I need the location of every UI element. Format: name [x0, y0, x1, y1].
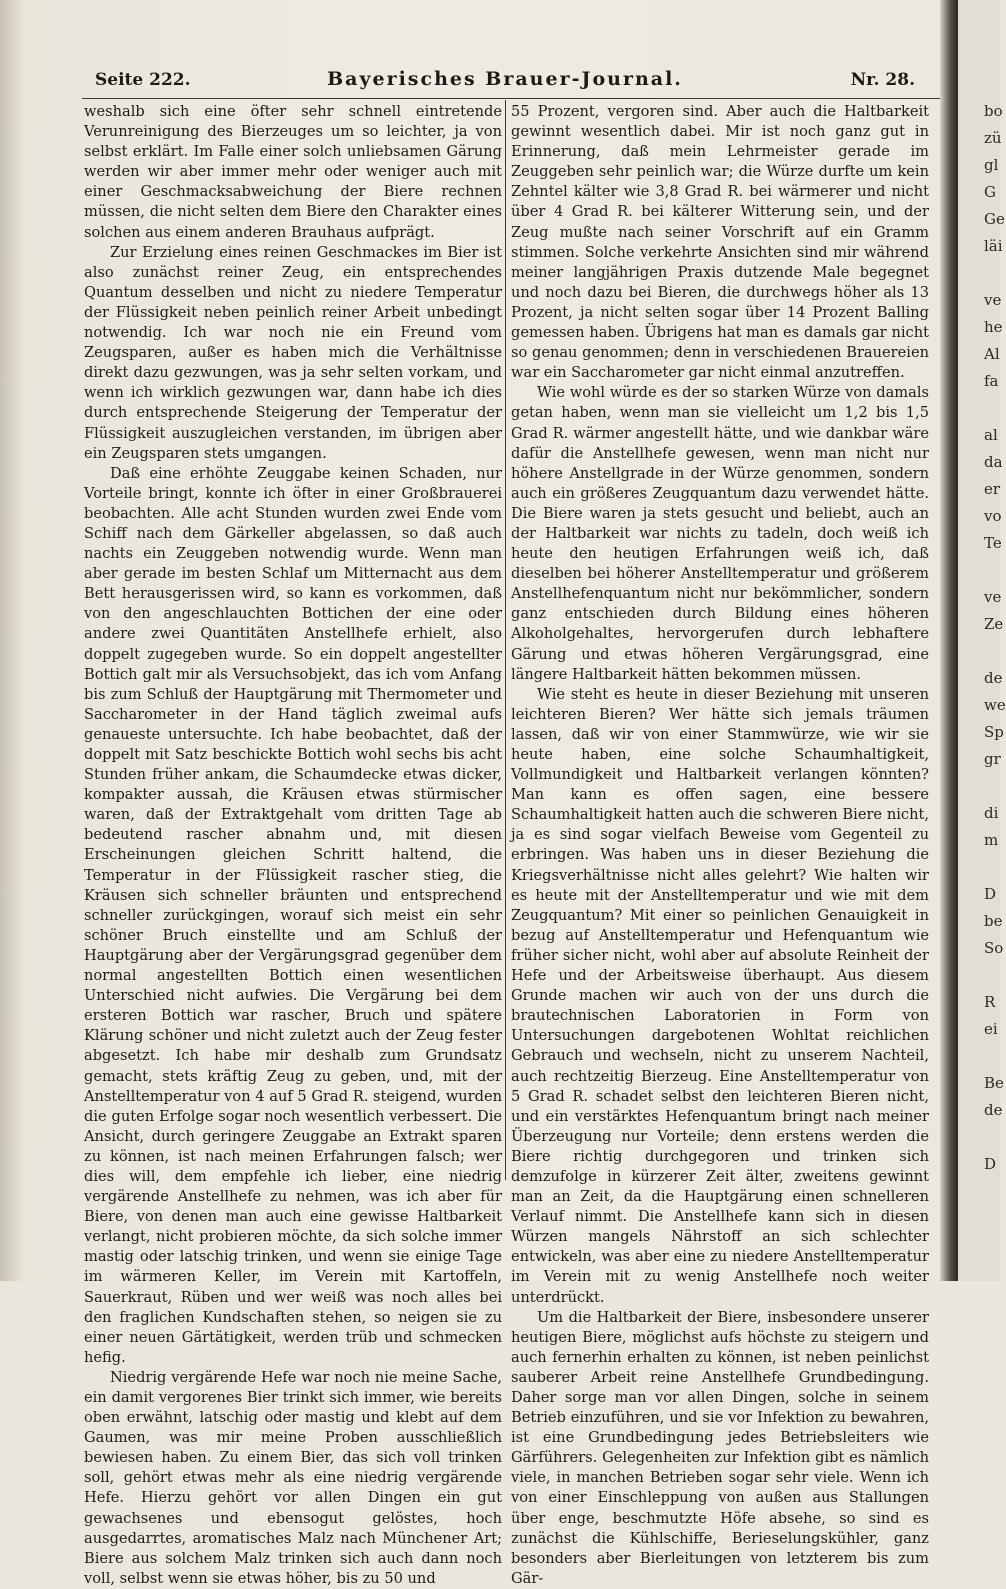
- next-page-line-fragment: vo: [984, 507, 1002, 525]
- paragraph: Wie wohl würde es der so starken Würze von damals getan haben, wenn man sie vielleicht um 1,2 bis 1,5 Grad R. wärmer angestellt hätte, und wie dankbar wäre dafür die Anstellhefe gewesen, wenn man nicht nur höhere Anstellgrade in der Würze genommen, sondern auch ein größeres Zeugquantum dazu verwendet hätte. Die Biere waren ja stets gesucht und beliebt, auch an der Haltbarkeit war nichts zu tadeln, doch weiß ich heute den heutigen Erfahrungen weiß ich, daß dieselben bei höherer Anstelltemperatur und größerem Anstellhefenquantum nicht nur bekömmlicher, sondern ganz entschieden durch Bildung eines höheren Alkoholgehaltes, hervorgerufen durch lebhaftere Gärung und etwas höheren Vergärungsgrad, eine längere Haltbarkeit hätten bekommen müssen.: [511, 384, 929, 683]
- left-edge-shadow: [0, 0, 22, 1281]
- next-page-line-fragment: Al: [984, 345, 1000, 363]
- next-page-line-fragment: fa: [984, 372, 999, 390]
- next-page-line-fragment: zü: [984, 129, 1002, 147]
- paragraph: Daß eine erhöhte Zeuggabe keinen Schaden, nur Vorteile bringt, konnte ich öfter in einer Großbrauerei beobachten. Alle acht Stunden wurden zwei Ende vom Schiff nach dem Gärkeller abgelassen, so daß auch nachts ein Zeuggeben notwendig wurde. Wenn man aber gerade im besten Schlaf um Mitternacht aus dem Bett herausgerissen wird, so kann es vorkommen, daß von den angeschlauchten Bottichen der eine oder andere zwei Quantitäten Anstellhefe erhielt, also doppelt zugegeben wurde. So ein doppelt angestellter Bottich galt mir als Versuchsobjekt, das ich vom Anfang bis zum Schluß der Hauptgärung mit Thermometer und Saccharometer in der Hand täglich zweimal aufs genaueste untersuchte. Ich habe beobachtet, daß der doppelt mit Satz beschickte Bottich wohl sechs bis acht Stunden früher ankam, die Schaumdecke etwas dicker, kompakter aussah, die Kräusen etwas stürmischer waren, daß der Extraktgehalt vom dritten Tage ab bedeutend rascher abnahm und, mit diesen Erscheinungen gleichen Schritt haltend, die Temperatur in der Flüssigkeit rascher stieg, die Kräusen sich schneller bräunten und entsprechend schneller zurückgingen, worauf sich meist ein sehr schöner Bruch einstellte und am Schluß der Hauptgärung aber der Vergärungsgrad gegenüber dem normal angestellten Bottich einen wesentlichen Unterschied nicht aufwies. Die Vergärung bei dem ersteren Bottich war rascher, Bruch und spätere Klärung schöner und nicht zuletzt auch der Zeug fester abgesetzt. Ich habe mir deshalb zum Grundsatz gemacht, stets kräftig Zeug zu geben, und, mit der Anstelltemperatur von 4 auf 5 Grad R. steigend, wurden die guten Erfolge sogar noch wesentlich verbessert. Die Ansicht, durch geringere Zeuggabe an Extrakt sparen zu können, ist nach meinen Erfahrungen falsch; wer dies will, dem empfehle ich lieber, eine niedrig vergärende Anstellhefe zu nehmen, was ich aber für Biere, von denen man auch eine gewisse Haltbarkeit verlangt, nicht probieren möchte, da sich solche immer mastig oder latschig trinken, und wenn sie einige Tage im wärmeren Keller, im Verein mit Kartoffeln, Sauerkraut, Rüben und wer weiß was noch alles bei den fraglichen Kundschaften stehen, so neigen sie zu einer neuen Gärtätigkeit, werden trüb und schmecken hefig.: [84, 464, 502, 1366]
- next-page-line-fragment: da: [984, 453, 1003, 471]
- next-page-line-fragment: Ge: [984, 210, 1005, 228]
- adjacent-page-edge: [958, 0, 1006, 1281]
- next-page-line-fragment: de: [984, 669, 1003, 687]
- paragraph: Um die Haltbarkeit der Biere, insbesondere unserer heutigen Biere, möglichst aufs höchste zu steigern und auch fernerhin erhalten zu können, ist neben peinlichst sauberer Arbeit reine Anstellhefe Grundbedingung. Daher sorge man vor allen Dingen, solche in seinem Betrieb einzuführen, und sie vor Infektion zu bewahren, ist eine Grundbedingung jedes Betriebsleiters wie Gärführers. Gelegenheiten zur Infektion gibt es nämlich viele, in manchen Betrieben sogar sehr viele. Wenn ich von einer Einschleppung von außen aus Stallungen über enge, beschmutzte Höfe absehe, so sind es zunächst die Kühlschiffe, Berieselungskühler, ganz besonders aber Bierleitungen von letzterem bis zum Gär-: [511, 1308, 929, 1587]
- next-page-line-fragment: ei: [984, 1020, 998, 1038]
- next-page-line-fragment: gl: [984, 156, 999, 174]
- next-page-line-fragment: Sp: [984, 723, 1004, 741]
- right-column: [511, 102, 929, 1589]
- paragraph: Niedrig vergärende Hefe war noch nie meine Sache, ein damit vergorenes Bier trinkt sich immer, wie bereits oben erwähnt, latschig oder mastig und klebt auf dem Gaumen, was mir meine Proben ausschließlich bewiesen haben. Zu einem Bier, das sich voll trinken soll, gehört etwas mehr als eine niedrig vergärende Hefe. Hierzu gehört vor allen Dingen ein gut gewachsenes und ebensogut gelöstes, hoch ausgedarrtes, aromatisches Malz nach Münchener Art; Biere aus solchem Malz trinken sich auch dann noch voll, selbst wenn sie etwas höher, bis zu 50 und: [84, 1368, 502, 1587]
- left-column: [84, 102, 502, 1589]
- next-page-line-fragment: R: [984, 993, 996, 1011]
- paragraph: 55 Prozent, vergoren sind. Aber auch die Haltbarkeit gewinnt wesentlich dabei. Mir ist noch ganz gut in Erinnerung, daß mein Lehrmeister gerade im Zeuggeben sehr peinlich war; die Würze durfte um kein Zehntel kälter wie 3,8 Grad R. bei wärmerer und nicht über 4 Grad R. bei kälterer Witterung sein, und der Zeug mußte nach seiner Vorschrift auf ein Gramm stimmen. Solche verkehrte Ansichten sind mir während meiner langjährigen Praxis dutzende Male begegnet und noch dazu bei Bieren, die durchwegs höher als 13 Prozent, ja nicht selten sogar über 14 Prozent Balling gemessen haben. Übrigens hat man es damals gar nicht so genau genommen; denn in verschiedenen Brauereien war ein Saccharometer gar nicht einmal anzutreffen.: [511, 103, 929, 382]
- next-page-line-fragment: bo: [984, 102, 1003, 120]
- next-page-line-fragment: ve: [984, 588, 1002, 606]
- next-page-line-fragment: Be: [984, 1074, 1004, 1092]
- paragraph: weshalb sich eine öfter sehr schnell eintretende Verunreinigung des Bierzeuges um so leichter, ja von selbst erklärt. Im Falle einer solch unliebsamen Gärung werden wir aber immer mehr oder weniger auch mit einer Geschmacksabweichung der Biere rechnen müssen, die nicht selten dem Biere den Charakter eines solchen aus einem anderen Brauhaus aufprägt.: [84, 103, 502, 241]
- next-page-line-fragment: m: [984, 831, 999, 849]
- column-divider: [505, 100, 506, 1180]
- journal-title: Bayerisches Brauer-Journal.: [327, 68, 683, 90]
- next-page-line-fragment: be: [984, 912, 1003, 930]
- next-page-line-fragment: er: [984, 480, 1001, 498]
- next-page-line-fragment: D: [984, 885, 997, 903]
- next-page-line-fragment: we: [984, 696, 1006, 714]
- next-page-line-fragment: läi: [984, 237, 1003, 255]
- next-page-line-fragment: D: [984, 1155, 997, 1173]
- next-page-line-fragment: he: [984, 318, 1003, 336]
- header-rule: [82, 98, 940, 99]
- running-header: [95, 70, 915, 100]
- next-page-line-fragment: de: [984, 1101, 1003, 1119]
- issue-number: Nr. 28.: [850, 70, 915, 90]
- next-page-line-fragment: So: [984, 939, 1004, 957]
- next-page-line-fragment: G: [984, 183, 996, 201]
- next-page-line-fragment: ve: [984, 291, 1002, 309]
- next-page-line-fragment: di: [984, 804, 999, 822]
- next-page-line-fragment: Te: [984, 534, 1002, 552]
- book-spine: [940, 0, 958, 1281]
- page-number: Seite 222.: [95, 70, 191, 90]
- next-page-line-fragment: Ze: [984, 615, 1004, 633]
- paragraph: Wie steht es heute in dieser Beziehung mit unseren leichteren Bieren? Wer hätte sich jemals träumen lassen, daß wir von einer Stammwürze, wie wir sie heute haben, eine solche Schaumhaltigkeit, Vollmundigkeit und Haltbarkeit verlangen könnten? Man kann es offen sagen, eine bessere Schaumhaltigkeit hatten auch die schweren Biere nicht, ja es sind sogar vielfach Beweise vom Gegenteil zu erbringen. Was haben uns in dieser Beziehung die Kriegsverhältnisse nicht alles gelehrt? Wie halten wir es heute mit der Anstelltemperatur und wie mit dem Zeugquantum? Mit einer so peinlichen Genauigkeit in bezug auf Anstelltemperatur und Hefenquantum wie früher sicher nicht, wohl aber auf absolute Reinheit der Hefe und der Arbeitsweise überhaupt. Aus diesem Grunde machen wir auch von der uns durch die brautechnischen Laboratorien in Form von Untersuchungen dargebotenen Wohltat reichlichen Gebrauch und wechseln, nicht zu unserem Nachteil, auch rechtzeitig Bierzeug. Eine Anstelltemperatur von 5 Grad R. schadet selbst den leichteren Bieren nicht, und ein verstärktes Hefenquantum bringt nach meiner Überzeugung nur Vorteile; denn erstens werden die Biere richtig durchgegoren und trinken sich demzufolge in kürzerer Zeit älter, zweitens gewinnt man an Zeit, da die Hauptgärung einen schnelleren Verlauf nimmt. Die Anstellhefe kann sich in diesen Würzen mangels Nährstoff an sich schlechter entwickeln, was aber eine zu niedere Anstelltemperatur im Verein mit zu wenig Anstellhefe noch weiter unterdrückt.: [511, 685, 929, 1306]
- next-page-line-fragment: gr: [984, 750, 1001, 768]
- paragraph: Zur Erzielung eines reinen Geschmackes im Bier ist also zunächst reiner Zeug, ein entsprechendes Quantum desselben und nicht zu niedere Temperatur der Flüssigkeit neben peinlich reiner Arbeit unbedingt notwendig. Ich war noch nie ein Freund vom Zeugsparen, außer es haben mich die Verhältnisse direkt dazu gezwungen, was ja sehr selten vorkam, und wenn ich wirklich gezwungen war, dann habe ich dies durch entsprechende Steigerung der Temperatur der Flüssigkeit auszugleichen verstanden, im übrigen aber ein Zeugsparen stets umgangen.: [84, 243, 502, 462]
- next-page-line-fragment: al: [984, 426, 998, 444]
